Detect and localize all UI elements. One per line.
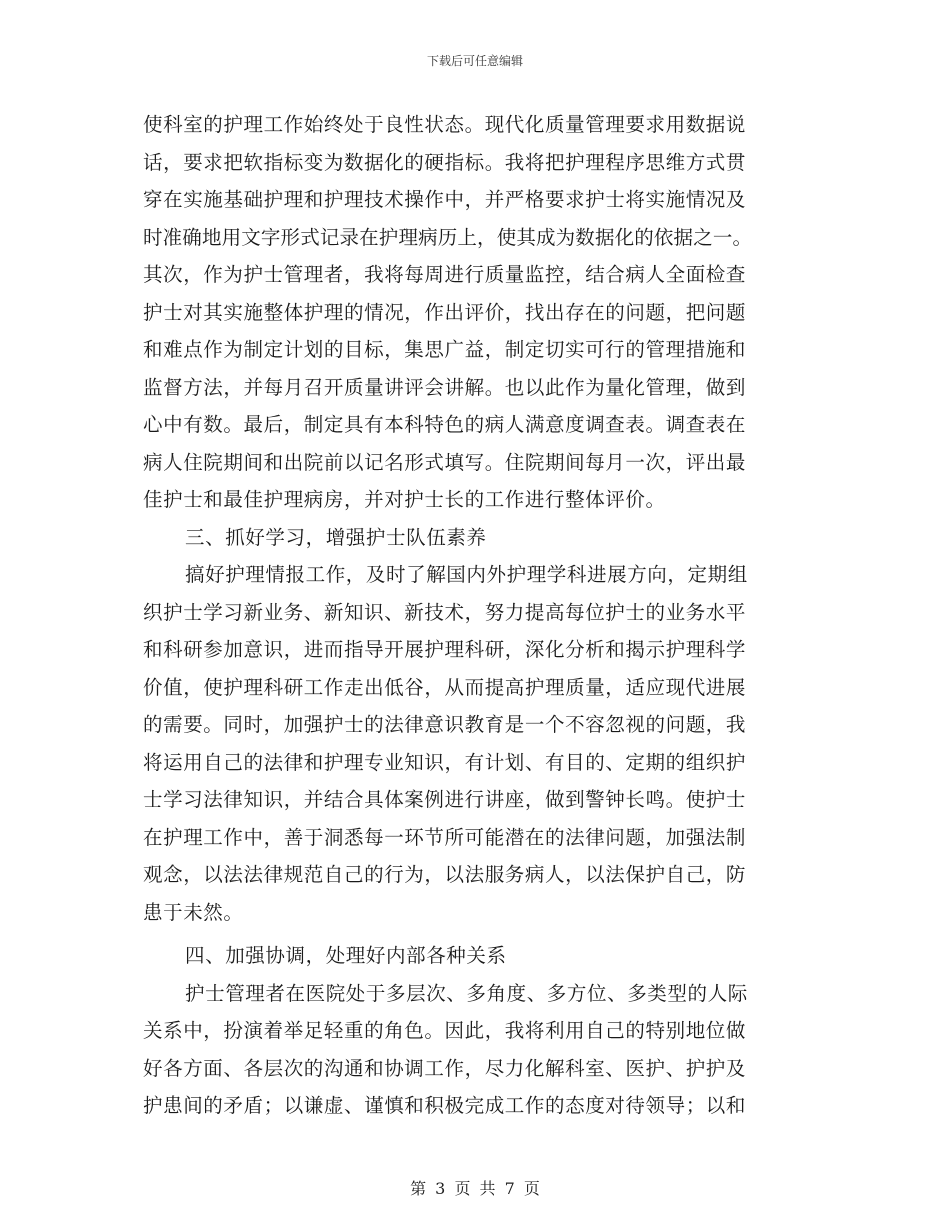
text-line: 病人住院期间和出院前以记名形式填写。住院期间每月一次，评出最 xyxy=(143,450,747,474)
text-line: 在护理工作中，善于洞悉每一环节所可能潜在的法律问题，加强法制 xyxy=(143,825,747,849)
text-line: 士学习法律知识，并结合具体案例进行讲座，做到警钟长鸣。使护士 xyxy=(143,788,747,811)
text-line: 织护士学习新业务、新知识、新技术，努力提高每位护士的业务水平 xyxy=(143,600,747,624)
text-line: 和科研参加意识，进而指导开展护理科研，深化分析和揭示护理科学 xyxy=(143,638,747,661)
text-line: 价值，使护理科研工作走出低谷，从而提高护理质量，适应现代进展 xyxy=(143,675,747,699)
text-line: 的需要。同时，加强护士的法律意识教育是一个不容忽视的问题，我 xyxy=(143,713,747,736)
document-body xyxy=(143,106,808,1125)
text-line: 观念，以法法律规范自己的行为，以法服务病人，以法保护自己，防 xyxy=(143,863,747,886)
text-line: 其次，作为护士管理者，我将每周进行质量监控，结合病人全面检查 xyxy=(143,263,747,286)
text-line: 使科室的护理工作始终处于良性状态。现代化质量管理要求用数据说 xyxy=(143,113,747,136)
section-heading: 四、加强协调，处理好内部各种关系 xyxy=(185,944,507,967)
header-note: 下载后可任意编辑 xyxy=(426,54,523,68)
text-line: 时准确地用文字形式记录在护理病历上，使其成为数据化的依据之一。 xyxy=(143,225,753,249)
paragraph-first-line: 护士管理者在医院处于多层次、多角度、多方位、多类型的人际 xyxy=(185,981,748,1005)
text-line: 穿在实施基础护理和护理技术操作中，并严格要求护士将实施情况及 xyxy=(143,188,747,211)
text-line: 护士对其实施整体护理的情况，作出评价，找出存在的问题，把问题 xyxy=(143,300,747,324)
text-line: 佳护士和最佳护理病房，并对护士长的工作进行整体评价。 xyxy=(143,488,666,511)
text-line: 将运用自己的法律和护理专业知识，有计划、有目的、定期的组织护 xyxy=(143,750,747,774)
text-line: 护患间的矛盾；以谦虚、谨慎和积极完成工作的态度对待领导；以和 xyxy=(143,1094,747,1117)
text-line: 话，要求把软指标变为数据化的硬指标。我将把护理程序思维方式贯 xyxy=(143,150,747,174)
text-line: 和难点作为制定计划的目标，集思广益，制定切实可行的管理措施和 xyxy=(143,338,747,361)
section-heading: 三、抓好学习，增强护士队伍素养 xyxy=(185,525,487,549)
text-line: 关系中，扮演着举足轻重的角色。因此，我将利用自己的特别地位做 xyxy=(143,1019,747,1042)
text-line: 心中有数。最后，制定具有本科特色的病人满意度调查表。调查表在 xyxy=(143,413,747,436)
page-footer: 第 3 页 共 7 页 xyxy=(410,1179,540,1198)
text-line: 患于未然。 xyxy=(143,900,244,924)
paragraph-first-line: 搞好护理情报工作，及时了解国内外护理学科进展方向，定期组 xyxy=(185,563,748,586)
text-line: 好各方面、各层次的沟通和协调工作，尽力化解科室、医护、护护及 xyxy=(143,1056,747,1080)
text-line: 监督方法，并每月召开质量讲评会讲解。也以此作为量化管理，做到 xyxy=(143,375,747,399)
